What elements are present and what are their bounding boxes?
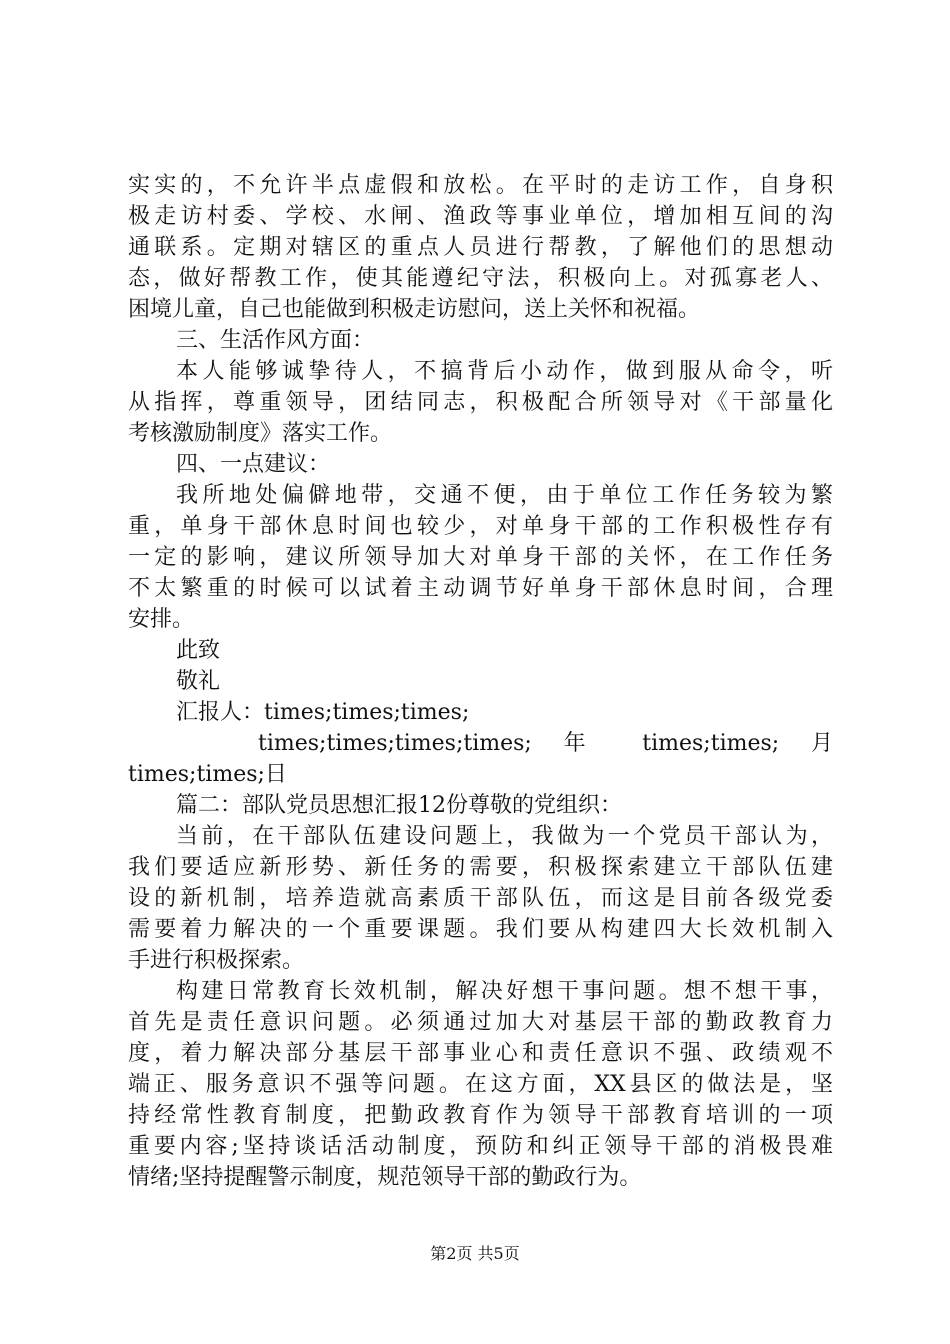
- text-line: 安排。: [128, 607, 195, 632]
- date-line: times;times;日: [128, 762, 287, 787]
- text-line: 极走访村委、学校、水闸、渔政等事业单位，增加相互间的沟: [128, 204, 833, 229]
- text-line: 重要内容;坚持谈话活动制度，预防和纠正领导干部的消极畏难: [128, 1134, 833, 1159]
- text-line: 困境儿童，自己也能做到积极走访慰问，送上关怀和祝福。: [128, 297, 701, 322]
- text-line: 重，单身干部休息时间也较少，对单身干部的工作积极性存有: [128, 514, 833, 539]
- text-line: 当前，在干部队伍建设问题上，我做为一个党员干部认为，: [176, 824, 833, 849]
- text-line: 不太繁重的时候可以试着主动调节好单身干部休息时间，合理: [128, 576, 833, 601]
- text-line: 设的新机制，培养造就高素质干部队伍，而这是目前各级党委: [128, 886, 833, 911]
- page-number-footer: 第2页 共5页: [430, 1244, 520, 1263]
- text-line: 首先是责任意识问题。必须通过加大对基层干部的勤政教育力: [128, 1010, 833, 1035]
- section-heading: 四、一点建议：: [176, 452, 331, 477]
- text-line: 情绪;坚持提醒警示制度，规范领导干部的勤政行为。: [128, 1165, 642, 1190]
- text-line: 度，着力解决部分基层干部事业心和责任意识不强、政绩观不: [128, 1041, 833, 1066]
- text-line: 我们要适应新形势、新任务的需要，积极探索建立干部队伍建: [128, 855, 833, 880]
- text-line: 持经常性教育制度，把勤政教育作为领导干部教育培训的一项: [128, 1103, 833, 1128]
- text-line: 实实的，不允许半点虚假和放松。在平时的走访工作，自身积: [128, 173, 833, 198]
- section-heading: 三、生活作风方面：: [176, 328, 375, 353]
- reporter-line: 汇报人：times;times;times;: [176, 700, 470, 725]
- text-line: 手进行积极探索。: [128, 948, 305, 973]
- text-line: 态，做好帮教工作，使其能遵纪守法，积极向上。对孤寡老人、: [128, 266, 833, 291]
- text-line: 需要着力解决的一个重要课题。我们要从构建四大长效机制入: [128, 917, 833, 942]
- text-line: 一定的影响，建议所领导加大对单身干部的关怀，在工作任务: [128, 545, 833, 570]
- text-line: 本人能够诚挚待人，不搞背后小动作，做到服从命令，听: [176, 359, 833, 384]
- text-line: 构建日常教育长效机制，解决好想干事问题。想不想干事，: [176, 979, 833, 1004]
- closing-salutation: 此致: [176, 638, 221, 663]
- text-line: 端正、服务意识不强等问题。在这方面，XX县区的做法是，坚: [128, 1072, 833, 1097]
- text-line: 考核激励制度》落实工作。: [128, 421, 393, 446]
- text-line: 通联系。定期对辖区的重点人员进行帮教，了解他们的思想动: [128, 235, 833, 260]
- closing-salutation: 敬礼: [176, 669, 221, 694]
- document-body: [128, 170, 833, 1193]
- date-line: times;times;times;times; 年 times;times; 月: [258, 731, 833, 756]
- text-line: 从指挥，尊重领导，团结同志，积极配合所领导对《干部量化: [128, 390, 833, 415]
- text-line: 我所地处偏僻地带，交通不便，由于单位工作任务较为繁: [176, 483, 833, 508]
- section-heading: 篇二：部队党员思想汇报12份尊敬的党组织：: [176, 793, 622, 818]
